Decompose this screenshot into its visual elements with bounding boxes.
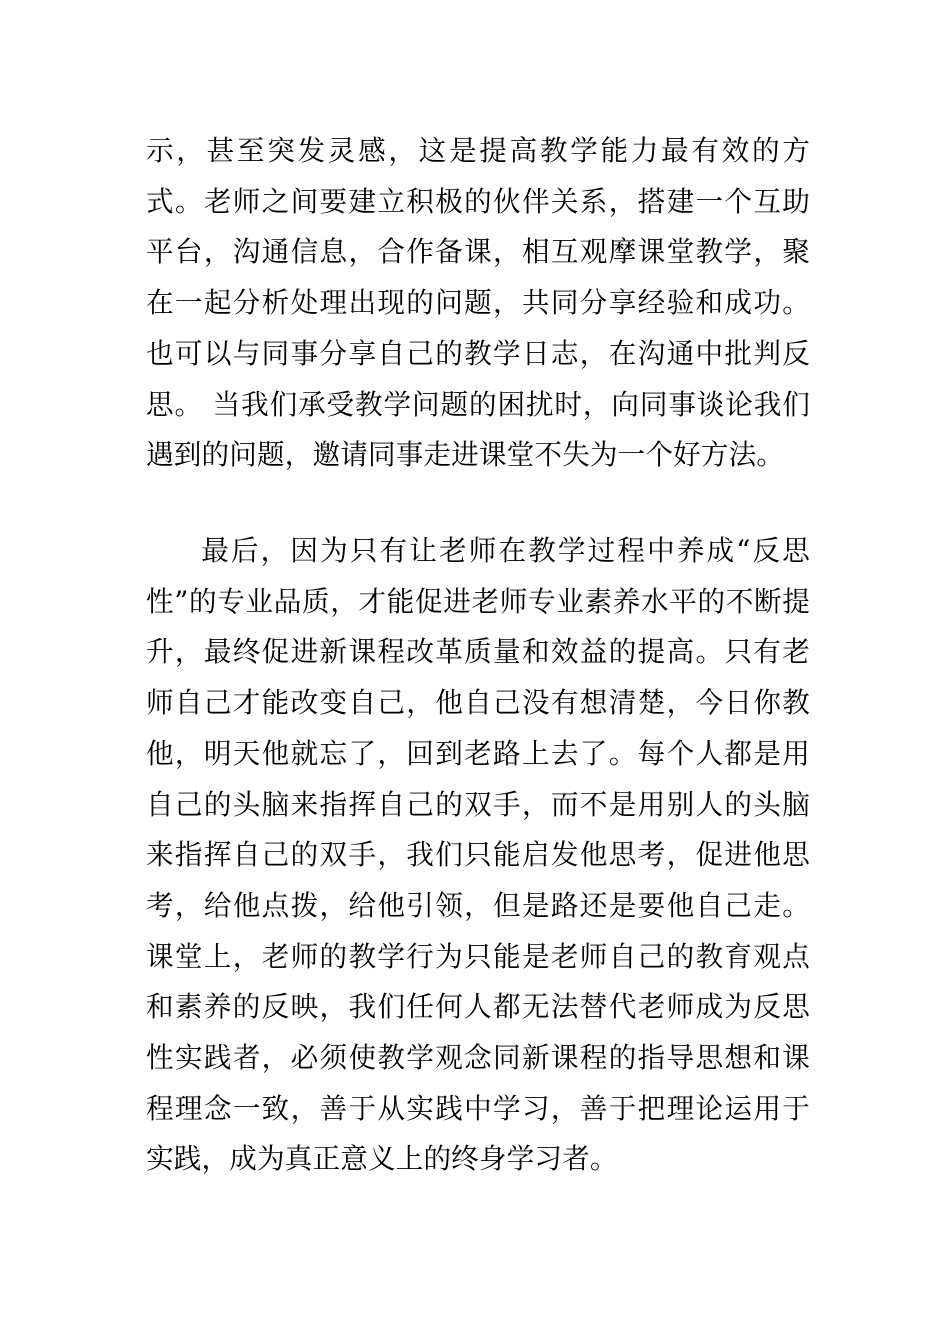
body-paragraph-1: 示，甚至突发灵感，这是提高教学能力最有效的方式。老师之间要建立积极的伙伴关系，搭建一个互助平台，沟通信息，合作备课，相互观摩课堂教学，聚在一起分析处理出现的问题，共同分享经验和成功。也可以与同事分享自己的教学日志，在沟通中批判反思。 当我们承受教学问题的困扰时，向同事谈论我们遇到的问题，邀请同事走进课堂不失为一个好方法。 <box>146 134 810 472</box>
body-paragraph-2: 最后，因为只有让老师在教学过程中养成“反思性”的专业品质，才能促进老师专业素养水平的不断提升，最终促进新课程改革质量和效益的提高。只有老师自己才能改变自己，他自己没有想清楚，今日你教他，明天他就忘了，回到老路上去了。每个人都是用自己的头脑来指挥自己的双手，而不是用别人的头脑来指挥自己的双手，我们只能启发他思考，促进他思考，给他点拨，给他引领，但是路还是要他自己走。课堂上，老师的教学行为只能是老师自己的教育观点和素养的反映，我们任何人都无法替代老师成为反思性实践者，必须使教学观念同新课程的指导思想和课程理念一致，善于从实践中学习，善于把理论运用于实践，成为真正意义上的终身学习者。 <box>146 534 810 1176</box>
